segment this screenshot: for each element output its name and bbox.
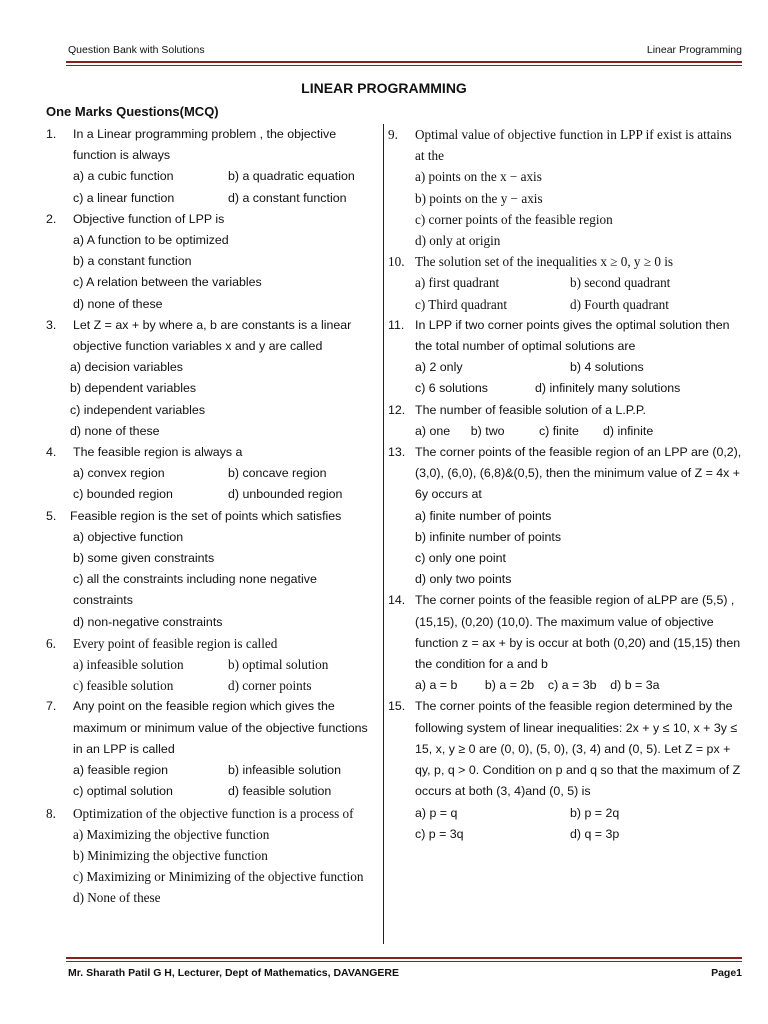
- option: c) optimal solution: [73, 784, 173, 799]
- right-column: [388, 124, 744, 845]
- question-12: [388, 400, 744, 421]
- option: b) points on the y − axis: [415, 190, 543, 206]
- question-text: Feasible region is the set of points which satisfies: [70, 508, 342, 523]
- option: d) infinitely many solutions: [535, 381, 681, 396]
- question-text: The corner points of the feasible region of an LPP are (0,2), (3,0), (6,0), (6,8)&(0,5), then the minimum value of Z = 4x + 6y occurs at: [415, 445, 742, 502]
- option-row: [388, 824, 744, 845]
- option: a) infeasible solution: [73, 657, 184, 673]
- question-text: Objective function of LPP is: [73, 211, 225, 226]
- option: a) Maximizing the objective function: [73, 826, 270, 842]
- option-row: [46, 166, 380, 187]
- option: b) infeasible solution: [228, 763, 341, 778]
- option: d) None of these: [73, 890, 161, 906]
- option-row: [46, 675, 380, 696]
- option: c) feasible solution: [73, 678, 174, 694]
- column-divider: [383, 124, 384, 944]
- option-row: [46, 760, 380, 781]
- option-row: [46, 188, 380, 209]
- question-11: [388, 315, 744, 357]
- question-10: [388, 251, 744, 272]
- question-text: Every point of feasible region is called: [73, 635, 278, 651]
- option: b) infinite number of points: [415, 529, 562, 544]
- question-5: [46, 506, 380, 527]
- option: c) bounded region: [73, 487, 173, 502]
- question-15: [388, 696, 744, 802]
- option: b) concave region: [228, 466, 327, 481]
- section-heading: One Marks Questions(MCQ): [46, 104, 219, 119]
- option-row: [388, 378, 744, 399]
- question-text: Optimal value of objective function in LPP if exist is attains at the: [415, 127, 732, 164]
- option: d) none of these: [73, 296, 163, 311]
- option: b) a quadratic equation: [228, 169, 355, 184]
- option: d) only at origin: [415, 233, 501, 249]
- question-number: 1.: [46, 127, 57, 141]
- footer-rule-thin: [66, 961, 742, 962]
- option: d) corner points: [228, 678, 312, 694]
- option: c) a linear function: [73, 190, 175, 205]
- option: d) q = 3p: [570, 826, 620, 841]
- question-1: [46, 124, 380, 166]
- option: c) p = 3q: [415, 826, 464, 841]
- question-3: [46, 315, 380, 357]
- option: d) non-negative constraints: [73, 614, 223, 629]
- option: a) a cubic function: [73, 169, 174, 184]
- question-number: 15.: [388, 699, 406, 714]
- option-row: [388, 357, 744, 378]
- question-text: The corner points of the feasible region of aLPP are (5,5) , (15,15), (0,20) (10,0). The maximum value of objective function z = ax + by is occur at both (0,20) and (15,15) then the condition for a and b: [415, 593, 741, 672]
- question-2: [46, 209, 380, 230]
- question-14: [388, 590, 744, 675]
- option: b) p = 2q: [570, 805, 620, 820]
- option-line: a) one b) two c) finite d) infinite: [415, 423, 654, 438]
- question-text: Optimization of the objective function is a process of: [73, 805, 354, 821]
- question-9: [388, 124, 744, 166]
- option: c) Third quadrant: [415, 296, 508, 312]
- header-rule-thin: [66, 65, 742, 66]
- option: a) objective function: [73, 529, 184, 544]
- question-number: 8.: [46, 805, 56, 821]
- option-row: [46, 484, 380, 505]
- option: b) optimal solution: [228, 657, 329, 673]
- page-header: [68, 44, 742, 56]
- header-rule: [66, 61, 742, 63]
- question-number: 13.: [388, 445, 406, 460]
- question-6: [46, 633, 380, 654]
- question-text: Let Z = ax + by where a, b are constants is a linear objective function variables x and y are called: [73, 317, 352, 354]
- option: c) Maximizing or Minimizing of the objective function: [73, 869, 364, 885]
- question-13: [388, 442, 744, 506]
- option: b) dependent variables: [70, 381, 197, 396]
- question-number: 4.: [46, 445, 57, 460]
- option: a) finite number of points: [415, 508, 552, 523]
- option: a) 2 only: [415, 360, 463, 375]
- option: b) some given constraints: [73, 551, 215, 566]
- option: b) 4 solutions: [570, 360, 644, 375]
- footer-author: Mr. Sharath Patil G H, Lecturer, Dept of Mathematics, DAVANGERE: [68, 967, 400, 979]
- option: a) decision variables: [70, 360, 183, 375]
- question-4: [46, 442, 380, 463]
- option: b) second quadrant: [570, 275, 671, 291]
- option: c) all the constraints including none negative constraints: [73, 572, 317, 608]
- question-text: The solution set of the inequalities x ≥ 0, y ≥ 0 is: [415, 254, 674, 270]
- question-number: 7.: [46, 699, 57, 714]
- option: c) independent variables: [70, 402, 206, 417]
- question-text: In LPP if two corner points gives the optimal solution then the total number of optimal solutions are: [415, 317, 730, 354]
- option: a) first quadrant: [415, 275, 500, 291]
- option: a) A function to be optimized: [73, 233, 229, 248]
- left-column: [46, 124, 380, 909]
- question-number: 3.: [46, 317, 57, 332]
- option-row: [388, 272, 744, 293]
- question-number: 5.: [46, 508, 57, 523]
- option: a) feasible region: [73, 763, 169, 778]
- question-text: The corner points of the feasible region determined by the following system of linear inequalities: 2x + y ≤ 10, x + 3y ≤ 15, x, y ≥ 0 are (0, 0), (5, 0), (3, 4) and (0, 5). Let Z = px + qy, p, q > 0. Condition on p and q so that the maximum of Z occurs at both (3, 4)and (0, 5) is: [415, 699, 741, 799]
- question-text: The feasible region is always a: [73, 445, 243, 460]
- option: b) a constant function: [73, 254, 192, 269]
- header-left: Question Bank with Solutions: [68, 44, 205, 56]
- option: a) convex region: [73, 466, 165, 481]
- option: d) Fourth quadrant: [570, 296, 669, 312]
- option: c) only one point: [415, 551, 506, 566]
- option: d) a constant function: [228, 190, 347, 205]
- question-number: 10.: [388, 254, 405, 270]
- header-right: Linear Programming: [646, 44, 742, 56]
- option: c) A relation between the variables: [73, 275, 262, 290]
- option-line: a) a = b b) a = 2b c) a = 3b d) b = 3a: [415, 678, 660, 693]
- question-number: 11.: [388, 317, 405, 332]
- question-text: Any point on the feasible region which gives the maximum or minimum value of the objective functions in an LPP is called: [73, 699, 368, 756]
- option-row: [46, 654, 380, 675]
- question-text: The number of feasible solution of a L.P.P.: [415, 402, 646, 417]
- page-footer: [68, 967, 742, 979]
- option: a) p = q: [415, 805, 458, 820]
- option: d) only two points: [415, 572, 512, 587]
- option: a) points on the x − axis: [415, 169, 542, 185]
- page-title: LINEAR PROGRAMMING: [301, 80, 467, 96]
- option: c) corner points of the feasible region: [415, 211, 613, 227]
- question-number: 6.: [46, 635, 56, 651]
- question-number: 9.: [388, 127, 398, 142]
- option-row: [388, 294, 744, 315]
- question-text: In a Linear programming problem , the objective function is always: [73, 127, 337, 163]
- question-number: 12.: [388, 402, 406, 417]
- page-number: Page1: [711, 967, 742, 979]
- option: d) none of these: [70, 423, 160, 438]
- option: d) unbounded region: [228, 487, 343, 502]
- option: b) Minimizing the objective function: [73, 847, 268, 863]
- question-number: 14.: [388, 593, 406, 608]
- question-8: [46, 803, 380, 824]
- question-number: 2.: [46, 211, 57, 226]
- footer-rule: [66, 957, 742, 959]
- option-row: [46, 463, 380, 484]
- option: c) 6 solutions: [415, 381, 489, 396]
- option-row: [46, 781, 380, 802]
- question-7: [46, 696, 380, 760]
- option: d) feasible solution: [228, 784, 332, 799]
- option-row: [388, 803, 744, 824]
